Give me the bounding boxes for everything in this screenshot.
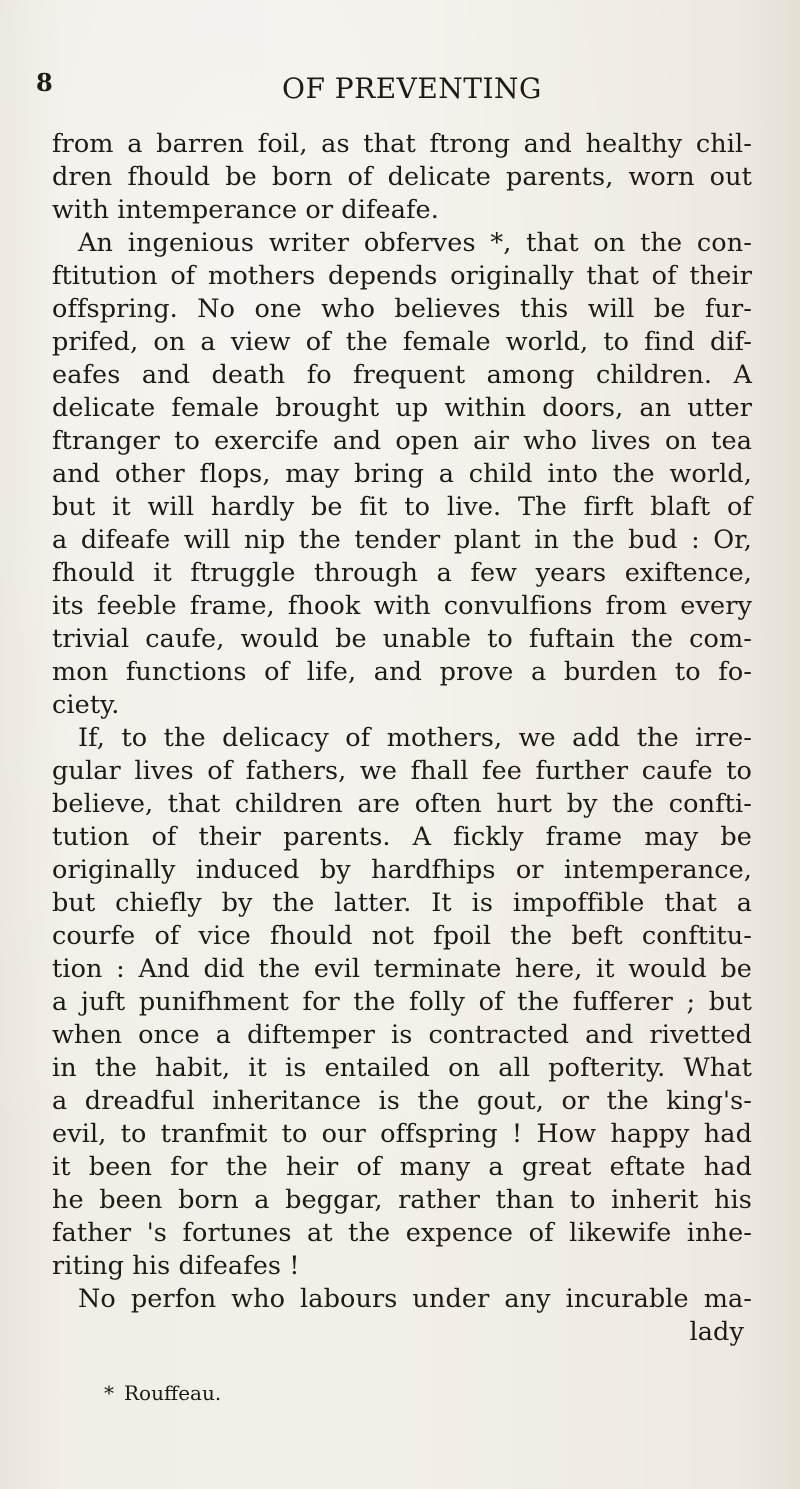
catchword: lady [689,1317,744,1347]
text-line: dren fhould be born of delicate parents, worn out [52,162,752,192]
footnote-text: Rouffeau. [124,1381,222,1405]
text-line: mon functions of life, and prove a burden to fo- [52,657,752,687]
text-line: when once a diftemper is contracted and rivetted [52,1020,752,1050]
text-line: If, to the delicacy of mothers, we add the irre- [78,723,752,753]
text-line: tution of their parents. A fickly frame may be [52,822,752,852]
text-line: gular lives of fathers, we fhall fee further caufe to [52,756,752,786]
text-line: he been born a beggar, rather than to inherit his [52,1185,752,1215]
text-line: a difeafe will nip the tender plant in the bud : Or, [52,525,752,555]
running-title: OF PREVENTING [282,72,542,105]
text-line: a dreadful inheritance is the gout, or the king's- [52,1086,752,1116]
text-line: but chiefly by the latter. It is impoffible that a [52,888,752,918]
text-line: trivial caufe, would be unable to fuftain the com- [52,624,752,654]
text-line: An ingenious writer obferves *, that on the con- [78,228,752,258]
text-line: delicate female brought up within doors, an utter [52,393,752,423]
text-line: ftitution of mothers depends originally that of their [52,261,752,291]
body-text [52,128,752,1349]
text-line: riting his difeafes ! [52,1251,300,1281]
text-line: it been for the heir of many a great eftate had [52,1152,752,1182]
text-line: ftranger to exercife and open air who lives on tea [52,426,752,456]
text-line: courfe of vice fhould not fpoil the beft conftitu- [52,921,752,951]
text-line: a juft punifhment for the folly of the fufferer ; but [52,987,752,1017]
text-line: prifed, on a view of the female world, to find dif- [52,327,752,357]
text-line: from a barren foil, as that ftrong and healthy chil- [52,129,752,159]
text-line: but it will hardly be fit to live. The firft blaft of [52,492,752,522]
page-number: 8 [36,68,53,97]
text-line: and other flops, may bring a child into the world, [52,459,752,489]
text-line: originally induced by hardfhips or intemperance, [52,855,752,885]
text-line: No perfon who labours under any incurable ma- [78,1284,752,1314]
text-line: father 's fortunes at the expence of likewife inhe- [52,1218,752,1248]
text-line: offspring. No one who believes this will be fur- [52,294,752,324]
text-line: its feeble frame, fhook with convulfions from every [52,591,752,621]
text-line: with intemperance or difeafe. [52,195,439,225]
footnote [104,1380,221,1406]
text-line: ciety. [52,690,120,720]
text-line: believe, that children are often hurt by the confti- [52,789,752,819]
text-line: in the habit, it is entailed on all pofterity. What [52,1053,752,1083]
page-header [0,68,800,108]
footnote-marker: * [104,1381,114,1405]
text-line: tion : And did the evil terminate here, it would be [52,954,752,984]
text-line: fhould it ftruggle through a few years exiftence, [52,558,752,588]
text-line: eafes and death fo frequent among children. A [52,360,752,390]
text-line: evil, to tranfmit to our offspring ! How happy had [52,1119,752,1149]
